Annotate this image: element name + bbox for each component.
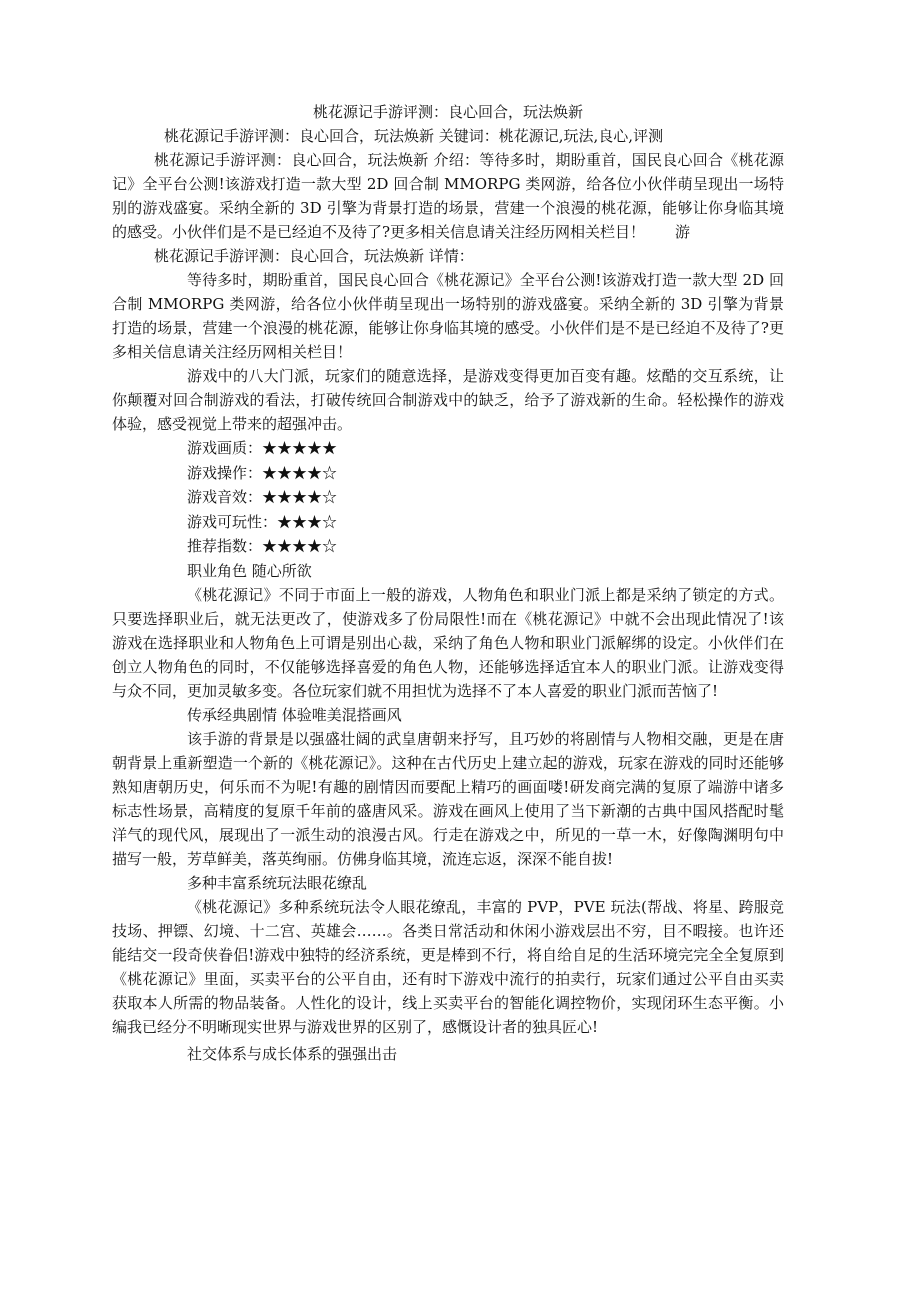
rating-item [112,510,784,535]
section-heading: 社交体系与成长体系的强强出击 [187,1044,398,1063]
body-paragraph: 等待多时，期盼重首，国民良心回合《桃花源记》全平台公测!该游戏打造一款大型 2D 回合制 MMORPG 类网游，给各位小伙伴萌呈现出一场特别的游戏盛宴。采纳全新的 3D 引擎为背景打造的场景，营建一个浪漫的桃花源，能够让你身临其境的感受。小伙伴们是不是已经迫不及待了?更多相关信息请关注经历网相关栏目！ [112,271,784,361]
section-heading: 多种丰富系统玩法眼花缭乱 [187,873,368,892]
document-title: 桃花源记手游评测：良心回合，玩法焕新 [312,103,583,121]
rating-stars: ★★★★☆ [262,537,338,555]
section-heading: 职业角色 随心所欲 [187,561,312,580]
rating-item [112,461,784,486]
rating-label: 游戏可玩性： [187,512,278,531]
intro-paragraph: 桃花源记手游评测：良心回合，玩法焕新 介绍：等待多时，期盼重首，国民良心回合《桃花源记》全平台公测!该游戏打造一款大型 2D 回合制 MMORPG 类网游，给各位小伙伴萌呈现出一场特别的游戏盛宴。采纳全新的 3D 引擎为背景打造的场景，营建一个浪漫的桃花源，能够让你身临其境的感受。小伙伴们是不是已经迫不及待了?更多相关信息请关注经历网相关栏目！ 游 [112,151,784,241]
details-label: 桃花源记手游评测：良心回合，玩法焕新 详情： [154,247,474,265]
rating-label: 游戏操作： [187,463,263,482]
rating-stars: ★★★★☆ [262,488,338,506]
rating-label: 游戏画质： [187,439,263,457]
document-page [112,100,784,1066]
body-paragraph: 游戏中的八大门派，玩家们的随意选择，是游戏变得更加百变有趣。炫酷的交互系统，让你颠覆对回合制游戏的看法，打破传统回合制游戏中的缺乏，给予了游戏新的生命。轻松操作的游戏体验，感受视觉上带来的超强冲击。 [112,367,784,433]
rating-stars: ★★★★★ [262,439,338,457]
section-heading: 传承经典剧情 体验唯美混搭画风 [187,705,402,724]
ratings-list [112,436,784,559]
rating-stars: ★★★☆ [277,512,338,531]
keywords-line: 桃花源记手游评测：良心回合，玩法焕新 关键词：桃花源记,玩法,良心,评测 [164,127,664,145]
section-body: 《桃花源记》多种系统玩法令人眼花缭乱，丰富的 PVP，PVE 玩法(帮战、将星、跨服竞技场、押镖、幻境、十二宫、英雄会……。各类日常活动和休闲小游戏层出不穷，目不暇接。也许还能结交一段奇侠眷侣!游戏中独特的经济系统，更是棒到不行，将自给自足的生活环境完完全全复原到《桃花源记》里面，买卖平台的公平自由，还有时下游戏中流行的拍卖行，玩家们通过公平自由买卖获取本人所需的物品装备。人性化的设计，线上买卖平台的智能化调控物价，实现闭环生态平衡。小编我已经分不明晰现实世界与游戏世界的区别了，感慨设计者的独具匠心! [112,897,784,1036]
rating-label: 游戏音效： [187,488,263,506]
rating-label: 推荐指数： [187,537,263,555]
section-body: 该手游的背景是以强盛壮阔的武皇唐朝来抒写，且巧妙的将剧情与人物相交融，更是在唐朝背景上重新塑造一个新的《桃花源记》。这种在古代历史上建立起的游戏，玩家在游戏的同时还能够熟知唐朝历史，何乐而不为呢!有趣的剧情因而要配上精巧的画面喽!研发商完满的复原了端游中诸多标志性场景，高精度的复原千年前的盛唐风采。游戏在画风上使用了当下新潮的古典中国风搭配时髦洋气的现代风，展现出了一派生动的浪漫古风。行走在游戏之中，所见的一草一木，好像陶渊明句中描写一般，芳草鲜美，落英绚丽。仿佛身临其境，流连忘返，深深不能自拔! [112,729,784,868]
rating-item [112,485,784,510]
rating-item [112,534,784,559]
rating-item [112,436,784,461]
section-body: 《桃花源记》不同于市面上一般的游戏，人物角色和职业门派上都是采纳了锁定的方式。只要选择职业后，就无法更改了，使游戏多了份局限性!而在《桃花源记》中就不会出现此情况了!该游戏在选择职业和人物角色上可谓是别出心裁，采纳了角色人物和职业门派解绑的设定。小伙伴们在创立人物角色的同时，不仅能够选择喜爱的角色人物，还能够选择适宜本人的职业门派。让游戏变得与众不同，更加灵敏多变。各位玩家们就不用担忧为选择不了本人喜爱的职业门派而苦恼了! [112,585,784,700]
rating-stars: ★★★★☆ [262,463,338,482]
